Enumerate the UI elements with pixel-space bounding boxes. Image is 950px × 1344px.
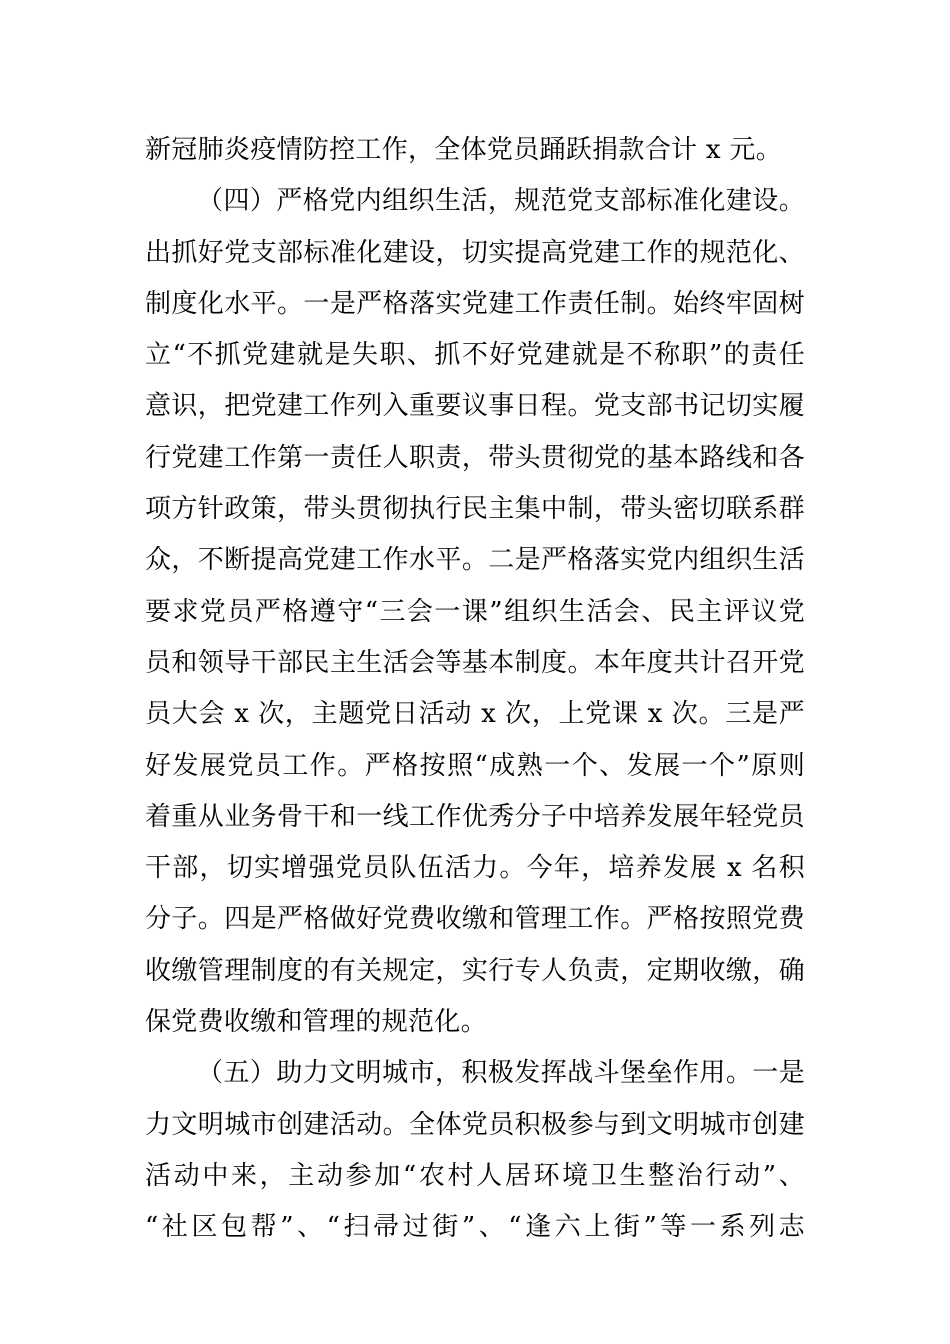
section-heading-line: （五）助力文明城市，积极发挥战斗堡垒作用。一是 xyxy=(197,1058,805,1089)
text-line: 干部，切实增强党员队伍活力。今年，培养发展 x 名积 xyxy=(145,853,805,884)
text-line: 项方针政策，带头贯彻执行民主集中制，带头密切联系群 xyxy=(145,494,805,525)
text-line: 员和领导干部民主生活会等基本制度。本年度共计召开党 xyxy=(145,647,805,678)
text-line: 活动中来，主动参加“农村人居环境卫生整治行动”、 xyxy=(145,1160,805,1191)
section-heading-line: （四）严格党内组织生活，规范党支部标准化建设。 xyxy=(197,186,805,217)
text-line: 分子。四是严格做好党费收缴和管理工作。严格按照党费 xyxy=(145,904,805,935)
text-line: 出抓好党支部标准化建设，切实提高党建工作的规范化、 xyxy=(145,237,805,268)
text-line: 保党费收缴和管理的规范化。 xyxy=(145,1007,487,1038)
text-line: 制度化水平。一是严格落实党建工作责任制。始终牢固树 xyxy=(145,288,805,319)
text-line: 意识，把党建工作列入重要议事日程。党支部书记切实履 xyxy=(145,391,805,422)
text-line: 好发展党员工作。严格按照“成熟一个、发展一个”原则 xyxy=(145,750,805,781)
text-line: 力文明城市创建活动。全体党员积极参与到文明城市创建 xyxy=(145,1109,805,1140)
text-line: “社区包帮”、“扫帚过街”、“逢六上街”等一系列志 xyxy=(145,1212,805,1243)
text-line: 众，不断提高党建工作水平。二是严格落实党内组织生活 xyxy=(145,545,805,576)
text-line: 员大会 x 次，主题党日活动 x 次，上党课 x 次。三是严 xyxy=(145,699,805,730)
document-body xyxy=(145,125,805,1254)
text-line: 新冠肺炎疫情防控工作，全体党员踊跃捐款合计 x 元。 xyxy=(145,135,782,165)
text-line: 行党建工作第一责任人职责，带头贯彻党的基本路线和各 xyxy=(145,442,805,473)
text-line: 着重从业务骨干和一线工作优秀分子中培养发展年轻党员 xyxy=(145,801,805,832)
text-line: 要求党员严格遵守“三会一课”组织生活会、民主评议党 xyxy=(145,596,805,627)
text-line: 收缴管理制度的有关规定，实行专人负责，定期收缴，确 xyxy=(145,955,805,986)
text-line: 立“不抓党建就是失职、抓不好党建就是不称职”的责任 xyxy=(145,340,805,371)
